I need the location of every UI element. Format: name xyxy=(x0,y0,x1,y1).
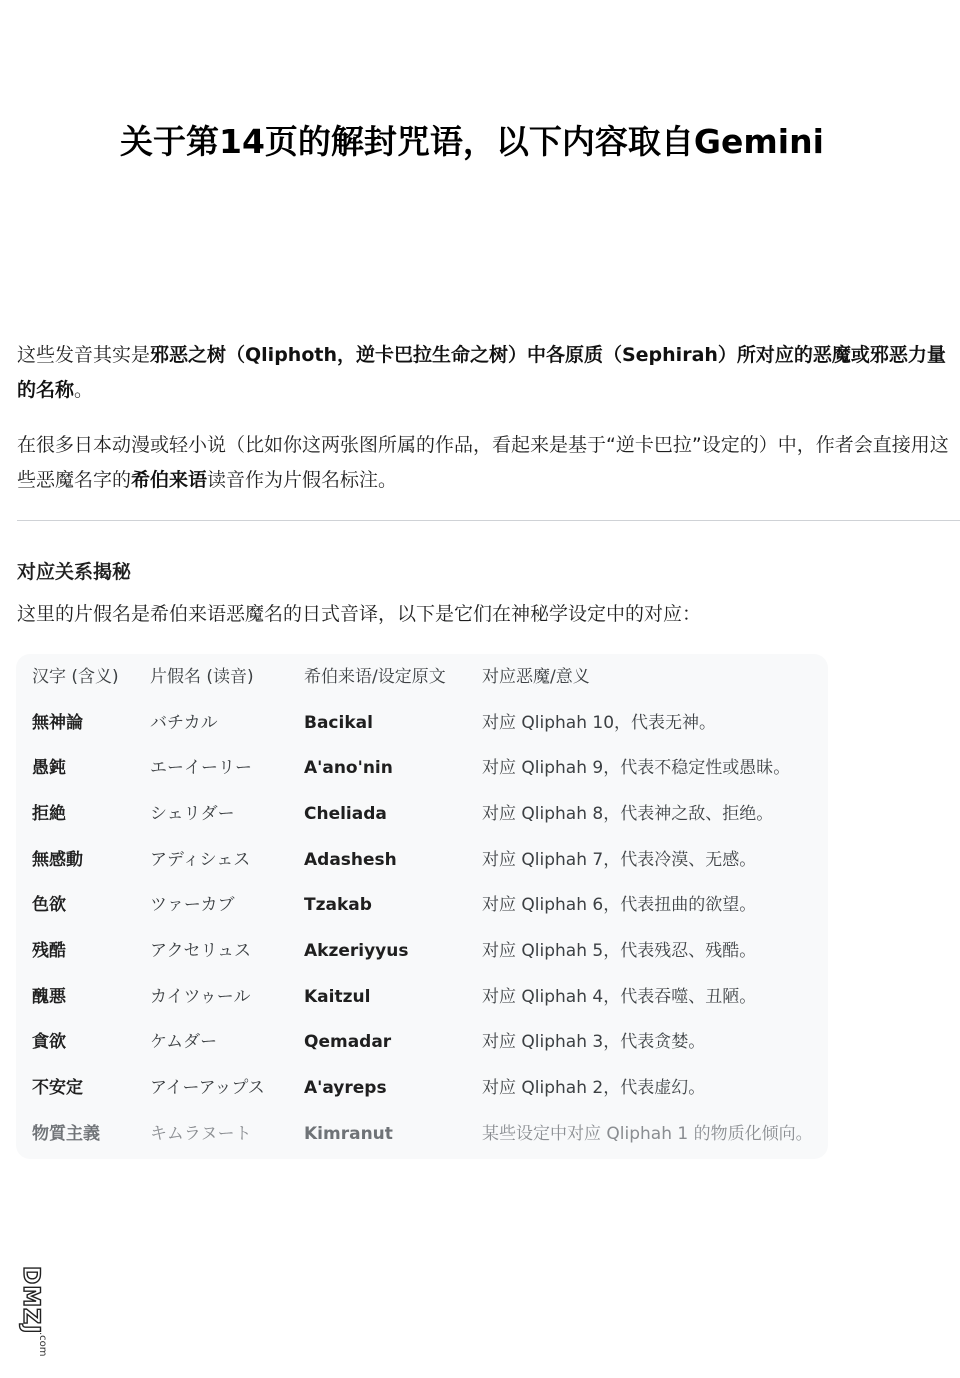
cell-meaning: 对应 Qliphah 5，代表残忍、残酷。 xyxy=(482,941,757,961)
cell-kanji: 拒絶 xyxy=(32,804,66,824)
cell-meaning: 对应 Qliphah 8，代表神之敌、拒绝。 xyxy=(482,804,774,824)
cell-kanji: 不安定 xyxy=(32,1078,83,1098)
paragraph-text: 在很多日本动漫或轻小说（比如你这两张图所属的作品，看起来是基于“逆卡巴拉”设定的）中，作者会直接用这些恶魔名字的 xyxy=(17,434,949,491)
cell-kanji: 愚鈍 xyxy=(32,758,66,779)
cell-hebrew: Cheliada xyxy=(304,804,387,824)
cell-katakana: アイーアップス xyxy=(150,1078,265,1098)
cell-meaning: 对应 Qliphah 3，代表贪婪。 xyxy=(482,1032,706,1053)
column-header-meaning: 对应恶魔/意义 xyxy=(482,667,590,687)
cell-katakana: アクセリュス xyxy=(150,941,251,961)
paragraph-katakana xyxy=(17,428,952,498)
table-row xyxy=(16,1111,828,1157)
section-intro: 这里的片假名是希伯来语恶魔名的日式音译，以下是它们在神秘学设定中的对应： xyxy=(17,603,702,625)
cell-kanji: 物質主義 xyxy=(32,1123,100,1144)
cell-hebrew: Kaitzul xyxy=(304,986,371,1007)
table-row xyxy=(16,700,828,746)
paragraph-qliphoth xyxy=(17,338,952,408)
paragraph-text: 。 xyxy=(74,379,94,401)
cell-kanji: 無神論 xyxy=(32,712,83,733)
table-header-row xyxy=(16,654,828,700)
svg-text:DMZJ: DMZJ xyxy=(18,1266,43,1335)
cell-kanji: 無感動 xyxy=(32,849,83,870)
cell-hebrew: A'ano'nin xyxy=(304,758,393,779)
cell-hebrew: Bacikal xyxy=(304,712,373,733)
table-row xyxy=(16,791,828,837)
svg-text:.com: .com xyxy=(37,1332,48,1357)
column-header-katakana: 片假名 (读音) xyxy=(150,667,254,687)
cell-katakana: バチカル xyxy=(150,712,218,733)
column-header-kanji: 汉字 (含义) xyxy=(32,667,119,687)
table-row xyxy=(16,837,828,883)
cell-meaning: 某些设定中对应 Qliphah 1 的物质化倾向。 xyxy=(482,1123,813,1144)
section-heading: 对应关系揭秘 xyxy=(17,561,132,583)
cell-katakana: カイツゥール xyxy=(150,986,251,1007)
divider xyxy=(17,520,960,521)
cell-katakana: ケムダー xyxy=(150,1032,218,1053)
cell-katakana: キムラヌート xyxy=(150,1123,252,1144)
paragraph-text: 这些发音其实是 xyxy=(17,344,151,366)
cell-kanji: 醜悪 xyxy=(32,986,66,1007)
cell-hebrew: Akzeriyyus xyxy=(304,941,409,961)
cell-meaning: 对应 Qliphah 9，代表不稳定性或愚昧。 xyxy=(482,758,791,779)
paragraph-bold-text: 邪恶之树（Qliphoth，逆卡巴拉生命之树）中各原质（Sephirah）所对应的恶魔或邪恶力量的名称 xyxy=(17,344,946,401)
cell-hebrew: A'ayreps xyxy=(304,1078,387,1098)
table-row xyxy=(16,745,828,791)
page-title: 关于第14页的解封咒语，以下内容取自Gemini xyxy=(120,122,824,161)
paragraph-text: 读音作为片假名标注。 xyxy=(207,469,398,491)
cell-kanji: 色欲 xyxy=(32,895,66,916)
cell-katakana: シェリダー xyxy=(150,804,235,824)
cell-katakana: ツァーカブ xyxy=(150,895,235,916)
cell-hebrew: Adashesh xyxy=(304,849,397,870)
cell-hebrew: Qemadar xyxy=(304,1032,392,1053)
table-row xyxy=(16,1019,828,1065)
table-row xyxy=(16,1065,828,1111)
column-header-hebrew: 希伯来语/设定原文 xyxy=(304,667,446,687)
dmzj-watermark-logo xyxy=(10,1262,50,1366)
cell-hebrew: Kimranut xyxy=(304,1123,393,1144)
cell-hebrew: Tzakab xyxy=(304,895,372,916)
table-row xyxy=(16,882,828,928)
table-row xyxy=(16,974,828,1020)
cell-meaning: 对应 Qliphah 6，代表扭曲的欲望。 xyxy=(482,895,757,916)
cell-kanji: 残酷 xyxy=(32,941,66,961)
cell-meaning: 对应 Qliphah 2，代表虚幻。 xyxy=(482,1078,706,1098)
cell-meaning: 对应 Qliphah 4，代表吞噬、丑陋。 xyxy=(482,986,757,1007)
correspondence-table xyxy=(16,654,828,1159)
cell-katakana: エーイーリー xyxy=(150,758,252,779)
table-row xyxy=(16,928,828,974)
cell-katakana: アディシェス xyxy=(150,849,251,870)
cell-meaning: 对应 Qliphah 7，代表冷漠、无感。 xyxy=(482,849,757,870)
cell-kanji: 貪欲 xyxy=(32,1032,66,1053)
cell-meaning: 对应 Qliphah 10，代表无神。 xyxy=(482,712,717,733)
paragraph-bold-text: 希伯来语 xyxy=(131,469,208,491)
